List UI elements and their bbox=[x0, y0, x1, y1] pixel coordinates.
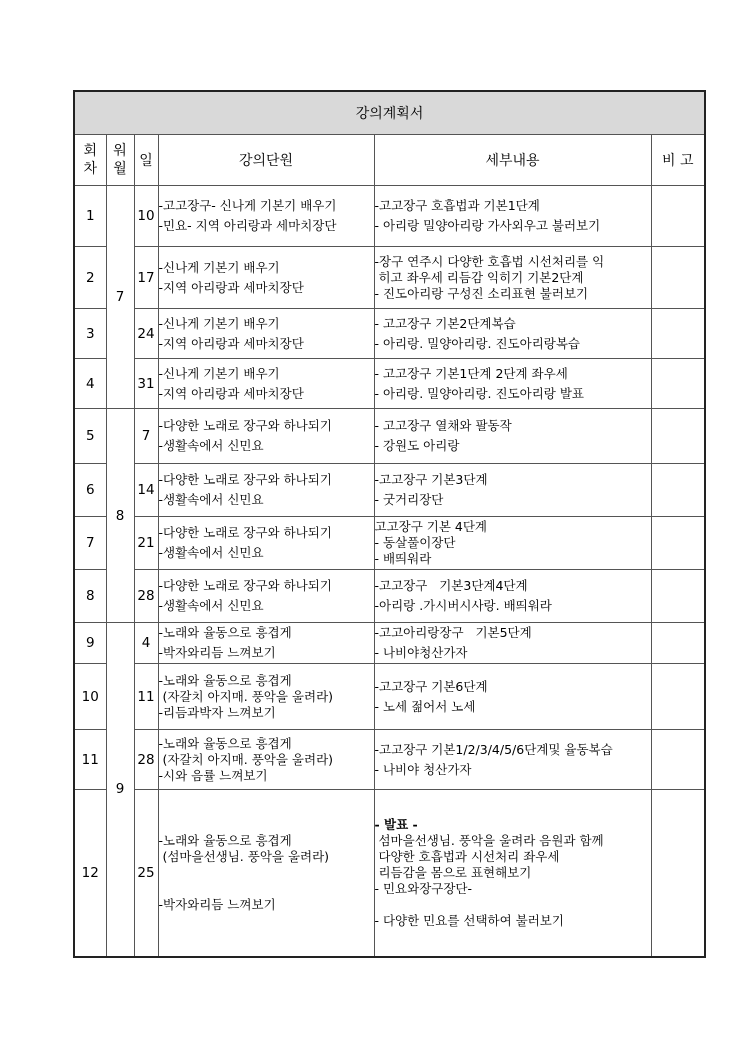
table-row bbox=[74, 359, 705, 409]
detail-line: - 나비야 청산가자 bbox=[374, 761, 472, 777]
unit-line: -노래와 율동으로 흥겹게 bbox=[158, 672, 292, 688]
detail-line: -아리랑 .가시버시사랑. 배띄워라 bbox=[374, 598, 552, 613]
unit-line: -고고장구- 신나게 기본기 배우기 bbox=[158, 198, 337, 213]
detail-cell bbox=[374, 730, 651, 790]
unit-line: -노래와 율동으로 흥겹게 bbox=[158, 625, 292, 640]
month-cell: 8 bbox=[106, 409, 134, 623]
unit-cell bbox=[158, 623, 374, 664]
header-round: 회 차 bbox=[74, 135, 106, 186]
detail-cell bbox=[374, 664, 651, 730]
detail-line: -고고장구 기본1/2/3/4/5/6단계및 율동복습 bbox=[374, 741, 613, 757]
detail-line: 리듬감을 몸으로 표현해보기 bbox=[374, 864, 532, 880]
unit-line: -박자와리듬 느껴보기 bbox=[158, 896, 276, 912]
detail-line bbox=[375, 897, 651, 913]
unit-line: -신나게 기본기 배우기 bbox=[158, 315, 280, 331]
detail-line: -고고아리랑장구 기본5단계 bbox=[374, 625, 532, 640]
detail-line: - 고고장구 열채와 팔동작 bbox=[374, 418, 512, 433]
round-cell: 7 bbox=[74, 517, 106, 570]
detail-cell bbox=[374, 570, 651, 623]
unit-line: -신나게 기본기 배우기 bbox=[158, 365, 280, 381]
detail-line: -장구 연주시 다양한 호흡법 시선처리를 익 bbox=[374, 253, 605, 269]
unit-line bbox=[159, 881, 374, 897]
unit-cell bbox=[158, 664, 374, 730]
day-cell: 17 bbox=[134, 247, 158, 309]
note-cell bbox=[651, 570, 705, 623]
unit-cell bbox=[158, 309, 374, 359]
table-row bbox=[74, 664, 705, 730]
detail-line: - 고고장구 기본1단계 2단계 좌우세 bbox=[374, 365, 568, 381]
detail-line: -고고장구 호흡법과 기본1단계 bbox=[374, 198, 540, 213]
table-row bbox=[74, 623, 705, 664]
unit-line: -리듬과박자 느껴보기 bbox=[158, 704, 276, 720]
table-row bbox=[74, 790, 705, 957]
note-cell bbox=[651, 247, 705, 309]
detail-line: - 굿거리장단 bbox=[374, 492, 444, 507]
detail-cell bbox=[374, 359, 651, 409]
detail-line: - 동살풀이장단 bbox=[374, 535, 456, 550]
unit-line: -노래와 율동으로 흥겹게 bbox=[158, 735, 292, 751]
table-row bbox=[74, 570, 705, 623]
unit-line: (자갈치 아지매. 풍악을 울려라) bbox=[158, 751, 334, 767]
table-row bbox=[74, 409, 705, 464]
round-cell: 3 bbox=[74, 309, 106, 359]
detail-line: - 아리랑 밀양아리랑 가사외우고 불러보기 bbox=[374, 218, 601, 233]
detail-cell bbox=[374, 409, 651, 464]
round-cell: 11 bbox=[74, 730, 106, 790]
round-cell: 8 bbox=[74, 570, 106, 623]
detail-line: - 배띄워라 bbox=[374, 551, 432, 566]
unit-line bbox=[159, 865, 374, 881]
unit-line: -시와 음률 느껴보기 bbox=[158, 767, 268, 783]
unit-line: (섬마을선생님. 풍악을 울려라) bbox=[158, 848, 330, 864]
day-cell: 14 bbox=[134, 464, 158, 517]
detail-line: 고고장구 기본 4단계 bbox=[374, 519, 487, 534]
round-cell: 1 bbox=[74, 186, 106, 247]
detail-line: -고고장구 기본3단계 bbox=[374, 472, 488, 487]
page-title: 강의계획서 bbox=[74, 91, 705, 135]
round-cell: 10 bbox=[74, 664, 106, 730]
detail-line: 섬마을선생님. 풍악을 울려라 음원과 함께 bbox=[374, 832, 604, 848]
table-row bbox=[74, 464, 705, 517]
detail-line: -고고장구 기본3단계4단계 bbox=[374, 578, 528, 593]
unit-cell bbox=[158, 570, 374, 623]
month-cell: 9 bbox=[106, 623, 134, 957]
detail-line: - 아리랑. 밀양아리랑. 진도아리랑 발표 bbox=[374, 385, 584, 401]
table-row bbox=[74, 309, 705, 359]
table-row bbox=[74, 247, 705, 309]
month-cell: 7 bbox=[106, 186, 134, 409]
round-cell: 4 bbox=[74, 359, 106, 409]
unit-cell bbox=[158, 517, 374, 570]
header-note: 비 고 bbox=[651, 135, 705, 186]
detail-cell bbox=[374, 186, 651, 247]
round-cell: 6 bbox=[74, 464, 106, 517]
unit-cell bbox=[158, 359, 374, 409]
day-cell: 7 bbox=[134, 409, 158, 464]
detail-line: - 노세 젊어서 노세 bbox=[374, 698, 476, 714]
day-cell: 28 bbox=[134, 730, 158, 790]
unit-line: -생활속에서 신민요 bbox=[158, 438, 264, 453]
day-cell: 31 bbox=[134, 359, 158, 409]
round-cell: 12 bbox=[74, 790, 106, 957]
detail-line: 히고 좌우세 리듬감 익히기 기본2단계 bbox=[374, 269, 584, 285]
header-row bbox=[74, 135, 705, 186]
unit-line: -다양한 노래로 장구와 하나되기 bbox=[158, 525, 332, 540]
detail-cell bbox=[374, 309, 651, 359]
unit-line: -다양한 노래로 장구와 하나되기 bbox=[158, 472, 332, 487]
detail-cell bbox=[374, 517, 651, 570]
detail-line: - 아리랑. 밀양아리랑. 진도아리랑복습 bbox=[374, 335, 581, 351]
note-cell bbox=[651, 517, 705, 570]
day-cell: 10 bbox=[134, 186, 158, 247]
title-row bbox=[74, 91, 705, 135]
note-cell bbox=[651, 790, 705, 957]
note-cell bbox=[651, 623, 705, 664]
header-day: 일 bbox=[134, 135, 158, 186]
unit-line: -지역 아리랑과 세마치장단 bbox=[158, 279, 304, 295]
table-row bbox=[74, 186, 705, 247]
detail-line: - 강원도 아리랑 bbox=[374, 438, 460, 453]
detail-line: -고고장구 기본6단계 bbox=[374, 678, 488, 694]
detail-line: - 나비야청산가자 bbox=[374, 645, 468, 660]
header-month: 워 월 bbox=[106, 135, 134, 186]
detail-line: 다양한 호흡법과 시선처리 좌우세 bbox=[374, 848, 560, 864]
note-cell bbox=[651, 464, 705, 517]
note-cell bbox=[651, 309, 705, 359]
detail-line: - 고고장구 기본2단계복습 bbox=[374, 315, 516, 331]
day-cell: 11 bbox=[134, 664, 158, 730]
unit-line: -노래와 율동으로 흥겹게 bbox=[158, 832, 292, 848]
round-cell: 9 bbox=[74, 623, 106, 664]
unit-line: -지역 아리랑과 세마치장단 bbox=[158, 385, 304, 401]
unit-cell bbox=[158, 464, 374, 517]
unit-line: -박자와리듬 느껴보기 bbox=[158, 645, 276, 660]
unit-cell bbox=[158, 730, 374, 790]
unit-line: -다양한 노래로 장구와 하나되기 bbox=[158, 578, 332, 593]
unit-line: -다양한 노래로 장구와 하나되기 bbox=[158, 418, 332, 433]
detail-line: - 민요와장구장단- bbox=[374, 880, 473, 896]
unit-line: -민요- 지역 아리랑과 세마치장단 bbox=[158, 218, 337, 233]
unit-cell bbox=[158, 409, 374, 464]
lecture-plan-table bbox=[73, 90, 706, 958]
unit-cell bbox=[158, 186, 374, 247]
day-cell: 28 bbox=[134, 570, 158, 623]
unit-line: -생활속에서 신민요 bbox=[158, 492, 264, 507]
detail-heading: - 발표 - bbox=[374, 816, 418, 832]
note-cell bbox=[651, 664, 705, 730]
unit-line: -생활속에서 신민요 bbox=[158, 545, 264, 560]
day-cell: 25 bbox=[134, 790, 158, 957]
day-cell: 21 bbox=[134, 517, 158, 570]
unit-cell bbox=[158, 790, 374, 957]
detail-cell bbox=[374, 623, 651, 664]
note-cell bbox=[651, 409, 705, 464]
round-cell: 2 bbox=[74, 247, 106, 309]
unit-line: -신나게 기본기 배우기 bbox=[158, 259, 280, 275]
header-detail: 세부내용 bbox=[374, 135, 651, 186]
note-cell bbox=[651, 359, 705, 409]
detail-cell bbox=[374, 464, 651, 517]
header-unit: 강의단원 bbox=[158, 135, 374, 186]
day-cell: 4 bbox=[134, 623, 158, 664]
detail-cell bbox=[374, 790, 651, 957]
unit-line: (자갈치 아지매. 풍악을 울려라) bbox=[158, 688, 334, 704]
unit-cell bbox=[158, 247, 374, 309]
table-body bbox=[74, 186, 705, 957]
note-cell bbox=[651, 186, 705, 247]
unit-line: -생활속에서 신민요 bbox=[158, 598, 264, 613]
round-cell: 5 bbox=[74, 409, 106, 464]
detail-cell bbox=[374, 247, 651, 309]
unit-line: -지역 아리랑과 세마치장단 bbox=[158, 335, 304, 351]
detail-line: - 진도아리랑 구성진 소리표현 불러보기 bbox=[374, 285, 589, 301]
day-cell: 24 bbox=[134, 309, 158, 359]
table-row bbox=[74, 517, 705, 570]
table-row bbox=[74, 730, 705, 790]
note-cell bbox=[651, 730, 705, 790]
detail-line: - 다양한 민요를 선택하여 불러보기 bbox=[374, 912, 564, 928]
